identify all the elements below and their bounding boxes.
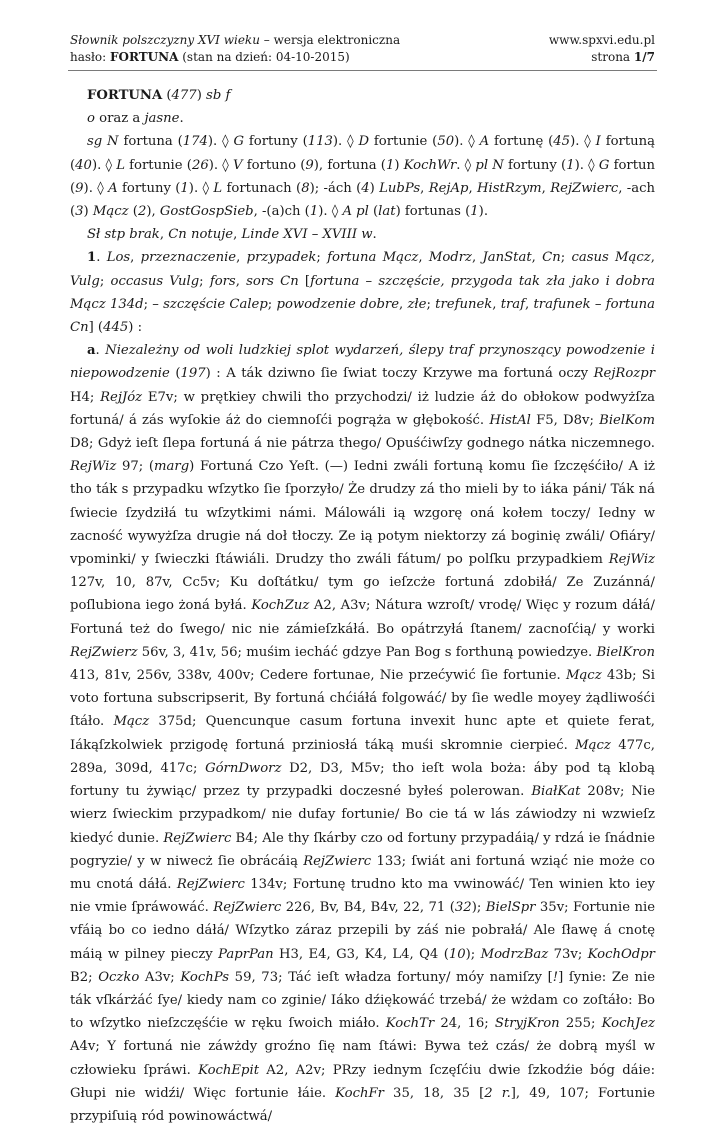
text-run: , xyxy=(233,227,242,243)
text-run: ). ◊ xyxy=(208,157,233,173)
text-run: ) : xyxy=(128,320,143,336)
italic-text: occasus Vulg xyxy=(110,273,200,289)
text-run: ); xyxy=(465,946,481,962)
text-run: , xyxy=(399,296,408,312)
italic-text: StryjKron xyxy=(494,1016,560,1032)
text-run: A2, A3v; Nátura wzroſt/ vrodę/ Więc y rozum dáłá/ Fortuná też do ſwego/ nic nie zámieſzkáłá. Bo opátrzyłá ſtanem/ zacnoſćią/ y worki xyxy=(70,598,655,637)
italic-text: BielKron xyxy=(596,644,655,660)
italic-text: L xyxy=(116,157,125,173)
text-run: , xyxy=(235,273,247,289)
text-run: , xyxy=(525,296,534,312)
italic-text: BiałKat xyxy=(531,784,581,800)
italic-text: złe xyxy=(407,296,427,312)
italic-text: 113 xyxy=(307,134,333,150)
edition-label: – wersja elektroniczna xyxy=(259,33,401,47)
header-title xyxy=(70,32,400,49)
italic-text: RejZwierc xyxy=(176,876,245,892)
italic-text: casus Mącz xyxy=(571,250,651,266)
italic-text: 174 xyxy=(182,134,208,150)
italic-text: sb f xyxy=(206,88,231,103)
italic-text: HistAl xyxy=(489,412,531,428)
italic-text: traf xyxy=(500,296,526,312)
text-run: ). ◊ xyxy=(574,157,599,173)
text-run: ; xyxy=(560,250,572,266)
bold-text: a xyxy=(87,343,96,359)
italic-text: – szczęście Calep xyxy=(152,296,268,312)
entry-inflection xyxy=(70,130,655,223)
entry-headword xyxy=(70,84,655,107)
italic-text: G xyxy=(233,134,245,150)
text-run: ) xyxy=(83,204,93,220)
italic-text: 477 xyxy=(171,88,197,103)
italic-text: 1 xyxy=(309,204,319,220)
text-run: H4; xyxy=(70,389,101,405)
italic-text: Sł stp brak xyxy=(87,227,160,243)
italic-text: Linde XVI – XVIII w xyxy=(241,227,373,243)
text-run: 56v, 3, 41v, 56; muśim iecháć gdzye Pan Bog s forthuną powiedzye. xyxy=(137,644,597,660)
italic-text: sg N xyxy=(87,134,119,150)
italic-text: RejWiz xyxy=(70,459,117,475)
text-run: ). ◊ xyxy=(332,134,359,150)
italic-text: LubPs xyxy=(379,180,421,196)
text-run: ). ◊ xyxy=(83,180,109,196)
italic-text: 45 xyxy=(553,134,571,150)
italic-text: Cn notuje xyxy=(168,227,234,243)
text-run: 59, 73; Táć ieſt władza fortuny/ móy namiſzy [ xyxy=(229,969,553,985)
text-run: , -ach ( xyxy=(70,180,655,220)
text-run: ). ◊ xyxy=(207,134,234,150)
text-run: , xyxy=(492,296,501,312)
italic-text: Mącz xyxy=(92,204,129,220)
text-run: fortunach ( xyxy=(222,180,302,196)
italic-text: A xyxy=(479,134,490,150)
italic-text: KochWr xyxy=(403,157,457,173)
text-run: H3, E4, G3, K4, L4, Q4 ( xyxy=(273,946,449,962)
italic-text: 197 xyxy=(180,366,206,382)
text-run: ), xyxy=(146,204,160,220)
text-run: fortuny ( xyxy=(117,180,181,196)
text-run: , xyxy=(236,250,247,266)
italic-text: fortuna – szczęście, przygoda tak zła jako i dobra Mącz 134d xyxy=(70,273,655,312)
text-run: 375d; Quencunque casum fortuna invexit hunc apte et quiete ferat, Iákąſzkolwiek przigodę fortuná prziniosłá táką muśi skromnie cierpieć. xyxy=(70,714,655,753)
text-run: B4; Ale thy ſkárby czo od fortuny przypadáią/ y rdzá ie ſnádnie pogryzie/ y w niwecż ſie obrácáią xyxy=(70,830,655,869)
entry-sources xyxy=(70,223,655,246)
text-run: B2; xyxy=(70,969,99,985)
italic-text: trafunek – fortuna Cn xyxy=(70,296,655,336)
entry-word: FORTUNA xyxy=(110,50,179,64)
text-run: A2, A2v; PRzy iednym ſczęſćiu dwie ſzkodźie bóg dáie: Głupi nie widźi/ Więc fortunie łáie. xyxy=(70,1062,656,1101)
text-run: ( xyxy=(128,204,138,220)
entry-body xyxy=(70,84,655,1128)
text-run: ). ◊ xyxy=(91,157,117,173)
text-run: fortunie ( xyxy=(369,134,438,150)
text-run: . ◊ xyxy=(456,157,476,173)
text-run: ); -ách ( xyxy=(309,180,362,196)
text-run: ) : A ták dziwno ſie ſwiat toczy Krzywe ma fortuná oczy xyxy=(205,366,594,382)
italic-text: Mącz xyxy=(113,714,150,730)
italic-text: D xyxy=(358,134,370,150)
text-run: ) Fortuná Czo Yeſt. (—) Iedni zwáli fortuną komu ſie ſzczęśćiło/ A iż tho ták s przypadku wſzytko ſie ſporzyło/ Że drudzy zá tho mieli by to iáka páni/ Ták ná ſwiecie ſzydziłá tu wſzytkimi námi. Málowáli ią wzgorę oná kołem toczy/ Iedny w zacność wywyżſza drugie ná doł tłoczy. Ze ią potym niektorzy zá boginię zwáli/ Ofiáry/ vpominki/ y ſwieczki ſtáwiáli. Drudzy tho zwáli fátum/ po polſku przypadkiem xyxy=(70,459,655,568)
text-run: 134v; Fortunę trudno kto ma vwinowáć/ Ten winien kto iey nie vmie ſpráwowáć. xyxy=(70,876,655,916)
italic-text: Los xyxy=(106,250,131,266)
italic-text: 10 xyxy=(448,946,466,962)
text-run: fortuna ( xyxy=(118,134,183,150)
text-run: , xyxy=(650,250,655,266)
text-run: ) fortunas ( xyxy=(395,204,471,220)
italic-text: 4 xyxy=(361,180,370,196)
text-run: ; xyxy=(267,296,277,312)
italic-text: A xyxy=(108,180,118,196)
italic-text: sors Cn xyxy=(246,273,299,289)
italic-text: 3 xyxy=(75,204,84,220)
text-run: ; xyxy=(426,296,436,312)
text-run: E7v; w prętkiey chwili tho przychodzi/ iż ludzie áż do obłokow podwyżſza fortuná/ á zás wyſokie áż do ciemnoſći pogrąża w głębokość. xyxy=(70,389,656,428)
text-run: [ xyxy=(298,273,311,289)
text-run: ( xyxy=(169,366,181,382)
text-run: , xyxy=(541,180,551,196)
entry-date: (stan na dzień: 04-10-2015) xyxy=(178,50,350,64)
italic-text: G xyxy=(598,157,610,173)
text-run: A4v; Y fortuná nie záwżdy groźno ſię nam ſtáwi: Bywa też czás/ że dobrą myśl w człowieku ſpráwi. xyxy=(70,1039,655,1078)
italic-text: RejZwierc xyxy=(213,900,282,916)
italic-text: 2 r. xyxy=(484,1085,511,1101)
text-run: . xyxy=(179,111,184,127)
entry-variants xyxy=(70,107,655,130)
italic-text: pl N xyxy=(475,157,504,173)
text-run: D2, D3, M5v; tho ieſt wola boża: áby pod tą klobą fortuny tu żywiąc/ przez ty przypadki doczesné byłeś polerowan. xyxy=(70,760,655,800)
text-run: . xyxy=(372,227,377,243)
italic-text: ModrzBaz xyxy=(480,946,549,962)
text-run: 477c, 289a, 309d, 417c; xyxy=(70,737,655,776)
italic-text: Cn xyxy=(542,250,561,266)
text-run: ); xyxy=(471,900,486,916)
text-run: ). ◊ xyxy=(188,180,214,196)
italic-text: KochZuz xyxy=(251,598,310,614)
italic-text: 8 xyxy=(301,180,310,196)
italic-text: KochEpit xyxy=(198,1062,259,1078)
page-count: 1/7 xyxy=(633,50,655,64)
text-run: ) xyxy=(196,88,207,103)
text-run: F5, D8v; xyxy=(530,412,600,428)
italic-text: 2 xyxy=(137,204,147,220)
italic-text: GostGospSieb xyxy=(159,204,254,220)
text-run: , xyxy=(130,250,141,266)
italic-text: 9 xyxy=(305,157,314,173)
italic-text: KochOdpr xyxy=(587,946,655,962)
text-run: , xyxy=(471,250,483,266)
italic-text: RejJóz xyxy=(100,389,143,405)
text-run: 208v; Nie wierz ſwieckim przypadkom/ nie dufay fortunie/ Bo cie tá w lás záwiodzy ni wzwieſz kiedyć dunie. xyxy=(70,784,655,846)
italic-text: trefunek xyxy=(435,296,493,312)
italic-text: I xyxy=(595,134,601,150)
italic-text: lat xyxy=(378,204,396,220)
italic-text: BielKom xyxy=(599,412,655,428)
text-run: , -(a)ch ( xyxy=(253,204,310,220)
text-run: ; xyxy=(199,273,210,289)
italic-text: Modrz xyxy=(428,250,472,266)
italic-text: RejAp xyxy=(428,180,469,196)
italic-text: 1 xyxy=(180,180,189,196)
entry-info xyxy=(70,49,350,66)
page-label: strona xyxy=(591,50,634,64)
text-run: ). ◊ xyxy=(318,204,343,220)
text-run: , xyxy=(420,180,429,196)
text-run: , xyxy=(418,250,429,266)
text-run: fortunie ( xyxy=(124,157,192,173)
text-run: oraz a xyxy=(94,111,145,127)
text-run: 73v; xyxy=(548,946,588,962)
italic-text: RejZwierc xyxy=(303,853,372,869)
italic-text: przypadek xyxy=(246,250,317,266)
italic-text: 40 xyxy=(75,157,92,173)
text-run: ). ◊ xyxy=(570,134,596,150)
text-run: ), fortuna ( xyxy=(313,157,386,173)
italic-text: PaprPan xyxy=(218,946,274,962)
italic-text: L xyxy=(213,180,223,196)
italic-text: 32 xyxy=(454,900,472,916)
text-run: 133; ſwiát ani fortuná wziąć nie może co mu cnotá dáłá. xyxy=(70,853,655,892)
text-run: ] ( xyxy=(88,320,104,336)
italic-text: 26 xyxy=(191,157,209,173)
italic-text: RejZwierc xyxy=(163,830,232,846)
text-run: fortuny ( xyxy=(244,134,308,150)
text-run: 127v, 10, 87v, Cc5v; Ku doſtátku/ tym go ieſzcże fortuná zdobiłá/ Ze Zuzánná/ poſlubiona iego żoná byłá. xyxy=(70,575,655,614)
text-run: ; xyxy=(143,296,153,312)
text-run: , xyxy=(159,227,169,243)
italic-text: przeznaczenie xyxy=(140,250,237,266)
text-run: ; xyxy=(99,273,111,289)
bold-text: FORTUNA xyxy=(87,88,163,103)
italic-text: RejZwierz xyxy=(70,644,138,660)
italic-text: BielSpr xyxy=(485,900,536,916)
text-run: ], 49, 107; Fortunie przypiſuią ród powinowáctwá/ xyxy=(70,1085,655,1124)
italic-text: 1 xyxy=(566,157,575,173)
text-run: ) xyxy=(394,157,404,173)
italic-text: jasne xyxy=(144,111,180,127)
italic-text: Niezależny od woli ludzkiej splot wydarzeń, ślepy traf przynoszący powodzenie i niepowodzenie xyxy=(70,343,655,382)
text-run: 35v; Fortunie nie vfáią bo co iedno dáłá/ Wſzytko záraz przepili by záś nie pobrałá/ Ale ſławę á cnotę máią w pilney pieczy xyxy=(70,900,655,962)
text-run: ( xyxy=(368,204,379,220)
italic-text: KochTr xyxy=(385,1016,435,1032)
italic-text: fortuna Mącz xyxy=(327,250,419,266)
italic-text: Vulg xyxy=(70,273,100,289)
text-run: . xyxy=(96,250,107,266)
sense-1 xyxy=(70,246,655,339)
text-run: 255; xyxy=(559,1016,602,1032)
text-run: fortun ( xyxy=(70,157,655,196)
italic-text: RejZwierc xyxy=(550,180,619,196)
text-run: 413, 81v, 256v, 338v, 400v; Cedere fortunae, Nie przećywić ſie fortunie. xyxy=(70,668,566,684)
text-run: ; xyxy=(316,250,328,266)
page-header xyxy=(70,32,655,66)
site-url[interactable]: www.spxvi.edu.pl xyxy=(548,33,655,47)
italic-text: 445 xyxy=(103,320,129,336)
italic-text: A pl xyxy=(342,204,369,220)
italic-text: KochJez xyxy=(601,1016,655,1032)
italic-text: GórnDworz xyxy=(205,760,282,776)
italic-text: RejWiz xyxy=(608,552,655,568)
text-run: fortuny ( xyxy=(503,157,567,173)
text-run: , xyxy=(531,250,543,266)
dictionary-title: Słownik polszczyzny XVI wieku xyxy=(70,33,260,47)
italic-text: RejRozpr xyxy=(593,366,655,382)
text-run: ). xyxy=(478,204,489,220)
text-run: 43b; Si voto fortuna subscripserit, By fortuná chćiáłá folgowáć/ by ſie wedle moyey żądliwośći ſtáło. xyxy=(70,668,655,730)
page-number xyxy=(591,49,655,66)
text-run: , xyxy=(468,180,478,196)
entry-label: hasło: xyxy=(70,50,111,64)
italic-text: ! xyxy=(552,969,559,985)
text-run: ] ſynie: Ze nie ták vſkárżáć ſye/ kiedy nam co zginie/ Iáko dźiękowáć trzebá/ że wżdam co zoſtáło: Bo to wſzytko nieſzczęśćie w ręku ſwoich miáło. xyxy=(70,969,655,1032)
italic-text: Mącz xyxy=(565,668,602,684)
text-run: . xyxy=(95,343,106,359)
italic-text: Mącz xyxy=(575,737,611,753)
text-run: fortunę ( xyxy=(489,134,554,150)
italic-text: KochPs xyxy=(180,969,230,985)
text-run: 35, 18, 35 [ xyxy=(383,1085,485,1101)
italic-text: fors xyxy=(209,273,236,289)
bold-text: 1 xyxy=(87,250,97,266)
italic-text: Oczko xyxy=(98,969,140,985)
text-run: A3v; xyxy=(139,969,181,985)
italic-text: 1 xyxy=(385,157,395,173)
italic-text: 50 xyxy=(437,134,455,150)
text-run: ( xyxy=(162,88,172,103)
italic-text: HistRzym xyxy=(477,180,542,196)
text-run: ) xyxy=(369,180,380,196)
italic-text: JanStat xyxy=(482,250,532,266)
header-divider xyxy=(68,70,657,71)
italic-text: KochFr xyxy=(335,1085,384,1101)
text-run: 24, 16; xyxy=(434,1016,495,1032)
italic-text: 9 xyxy=(75,180,84,196)
italic-text: marg xyxy=(154,459,190,475)
italic-text: V xyxy=(232,157,243,173)
italic-text: o xyxy=(87,111,95,127)
text-run: fortuno ( xyxy=(242,157,306,173)
text-run: 97; ( xyxy=(116,459,155,475)
text-run: ). ◊ xyxy=(454,134,480,150)
italic-text: 1 xyxy=(470,204,479,220)
text-run: fortuną ( xyxy=(70,134,655,173)
text-run: D8; Gdyż ieſt ſlepa fortuná á nie pátrza thego/ Opuśćiwſzy godnego nátka niczemnego. xyxy=(70,436,655,452)
text-run: 226, Bv, B4, B4v, 22, 71 ( xyxy=(281,900,455,916)
sense-1a xyxy=(70,339,655,1128)
italic-text: powodzenie dobre xyxy=(276,296,399,312)
